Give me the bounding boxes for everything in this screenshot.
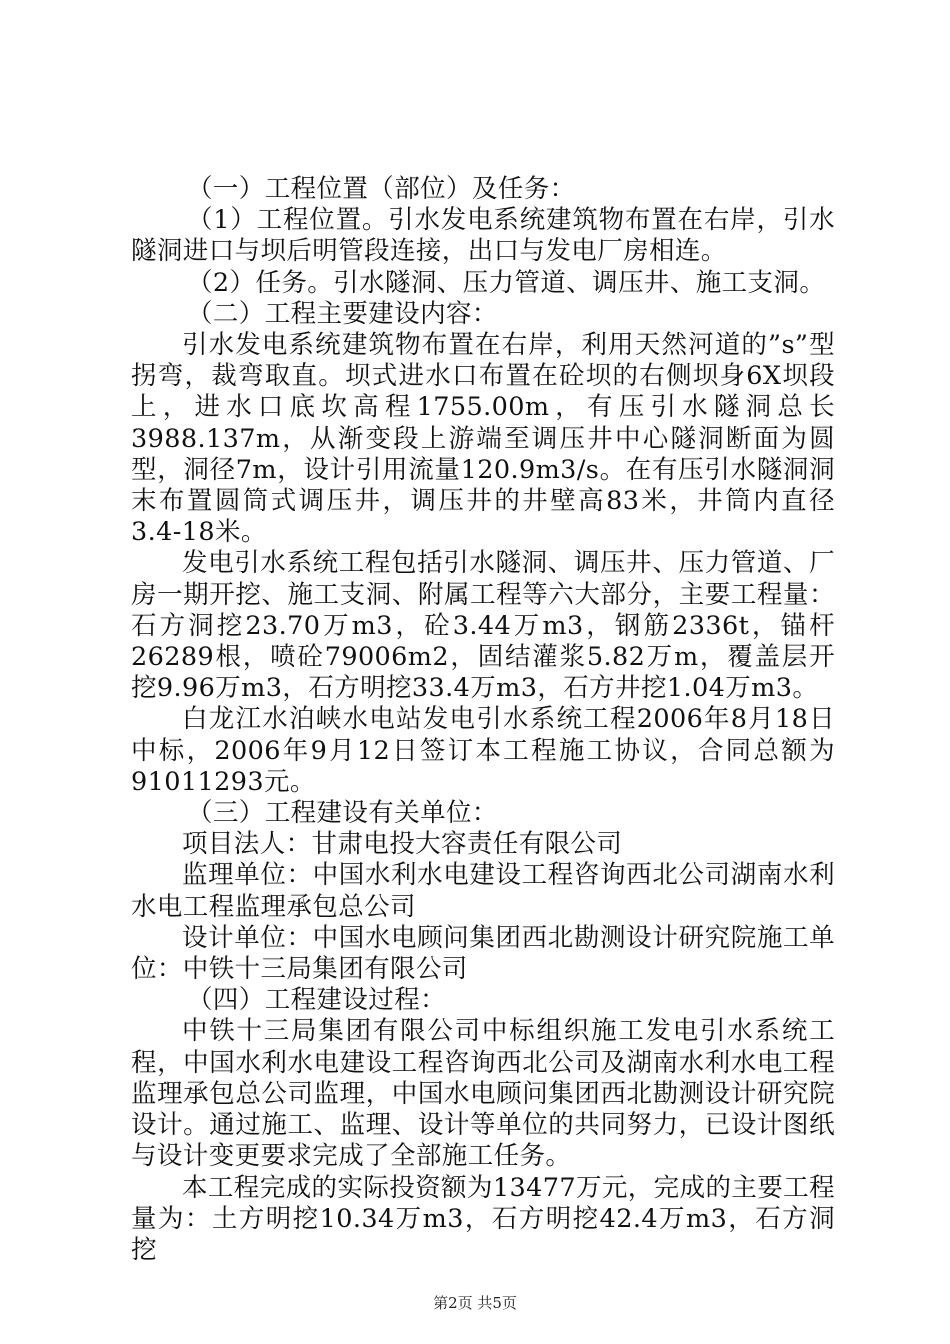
page-footer: 第2页 共5页 xyxy=(433,1294,517,1312)
paragraph-layout: 引水发电系统建筑物布置在右岸，利用天然河道的”s”型拐弯，裁弯取直。坝式进水口布置在砼坝的右侧坝身6X坝段上，进水口底坎高程1755.00m，有压引水隧洞总长3988.137m，从渐变段上游端至调压井中心隧洞断面为圆型，洞径7m，设计引用流量120.9m3/s。在有压引水隧洞洞末布置圆筒式调压井，调压井的井壁高83米，井筒内直径3.4-18米。 xyxy=(131,330,835,548)
paragraph-supervisor: 监理单位：中国水利水电建设工程咨询西北公司湖南水利水电工程监理承包总公司 xyxy=(131,860,835,922)
paragraph-quantities: 发电引水系统工程包括引水隧洞、调压井、压力管道、厂房一期开挖、施工支洞、附属工程等六大部分，主要工程量：石方洞挖23.70万m3，砼3.44万m3，钢筋2336t，锚杆26289根，喷砼79006m2，固结灌浆5.82万m，覆盖层开挖9.96万m3，石方明挖33.4万m3，石方井挖1.04万m3。 xyxy=(131,548,835,704)
paragraph-location: （1）工程位置。引水发电系统建筑物布置在右岸，引水隧洞进口与坝后明管段连接，出口与发电厂房相连。 xyxy=(131,205,835,267)
section-heading-units: （三）工程建设有关单位： xyxy=(187,798,498,829)
paragraph-tasks: （2）任务。引水隧洞、压力管道、调压井、施工支洞。 xyxy=(187,267,826,298)
section-heading-process: （四）工程建设过程： xyxy=(187,985,447,1016)
section-heading-location: （一）工程位置（部位）及任务： xyxy=(187,174,576,204)
paragraph-contract: 白龙江水泊峡水电站发电引水系统工程2006年8月18日中标，2006年9月12日签订本工程施工协议，合同总额为91011293元。 xyxy=(131,704,835,797)
paragraph-owner: 项目法人：甘肃电投大容责任有限公司 xyxy=(182,829,623,860)
paragraph-designer: 设计单位：中国水电顾问集团西北勘测设计研究院施工单位：中铁十三局集团有限公司 xyxy=(131,922,835,985)
document-body xyxy=(131,174,835,1266)
paragraph-process: 中铁十三局集团有限公司中标组织施工发电引水系统工程，中国水利水电建设工程咨询西北公司及湖南水利水电工程监理承包总公司监理，中国水电顾问集团西北勘测设计研究院设计。通过施工、监理、设计等单位的共同努力，已设计图纸与设计变更要求完成了全部施工任务。 xyxy=(131,1016,835,1172)
section-heading-construction: （二）工程主要建设内容： xyxy=(187,298,498,329)
paragraph-investment: 本工程完成的实际投资额为13477万元，完成的主要工程量为：土方明挖10.34万m3，石方明挖42.4万m3，石方洞挖 xyxy=(131,1172,835,1265)
